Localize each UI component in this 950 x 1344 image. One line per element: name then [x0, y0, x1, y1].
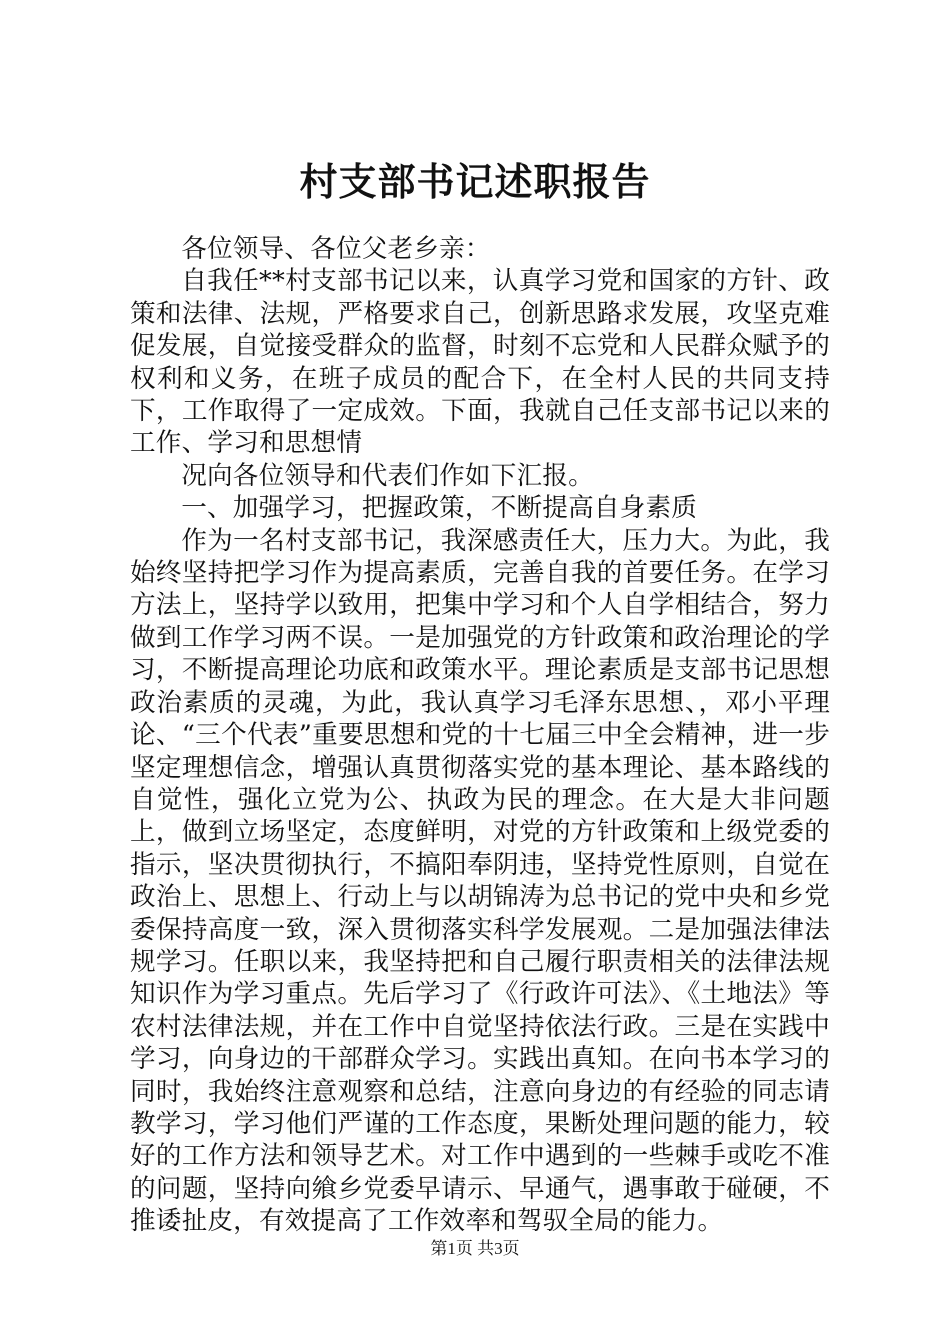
salutation-paragraph: 各位领导、各位父老乡亲：	[181, 234, 491, 264]
page-footer: 第1页 共3页	[430, 1239, 520, 1258]
document-body	[130, 233, 830, 1238]
document-title: 村支部书记述职报告	[299, 159, 651, 204]
section-body-paragraph: 作为一名村支部书记，我深感责任大，压力大。为此，我始终坚持把学习作为提高素质，完善自我的首要任务。在学习方法上，坚持学以致用，把集中学习和个人自学相结合，努力做到工作学习两不误。一是加强党的方针政策和政治理论的学习，不断提高理论功底和政策水平。理论素质是支部书记思想政治素质的灵魂，为此，我认真学习毛泽东思想、，邓小平理论、“三个代表”重要思想和党的十七届三中全会精神，进一步坚定理想信念，增强认真贯彻落实党的基本理论、基本路线的自觉性，强化立党为公、执政为民的理念。在大是大非问题上，做到立场坚定，态度鲜明，对党的方针政策和上级党委的指示，坚决贯彻执行，不搞阳奉阴违，坚持党性原则，自觉在政治上、思想上、行动上与以胡锦涛为总书记的党中央和乡党委保持高度一致，深入贯彻落实科学发展观。二是加强法律法规学习。任职以来，我坚持把和自己履行职责相关的法律法规知识作为学习重点。先后学习了《行政许可法》、《土地法》等农村法律法规，并在工作中自觉坚持依法行政。三是在实践中学习，向身边的干部群众学习。实践出真知。在向书本学习的同时，我始终注意观察和总结，注意向身边的有经验的同志请教学习，学习他们严谨的工作态度，果断处理问题的能力，较好的工作方法和领导艺术。对工作中遇到的一些棘手或吃不准的问题，坚持向飨乡党委早请示、早通气，遇事敢于碰硬，不推诿扯皮，有效提高了工作效率和驾驭全局的能力。	[130, 525, 830, 1237]
section-heading: 一、加强学习，把握政策，不断提高自身素质	[181, 493, 698, 524]
intro-paragraph: 自我任**村支部书记以来，认真学习党和国家的方针、政策和法律、法规，严格要求自己，创新思路求发展，攻坚克难促发展，自觉接受群众的监督，时刻不忘党和人民群众赋予的权利和义务，在班子成员的配合下，在全村人民的共同支持下，工作取得了一定成效。下面，我就自己任支部书记以来的工作、学习和思想情	[130, 266, 830, 459]
report-lead-paragraph: 况向各位领导和代表们作如下汇报。	[181, 460, 594, 491]
